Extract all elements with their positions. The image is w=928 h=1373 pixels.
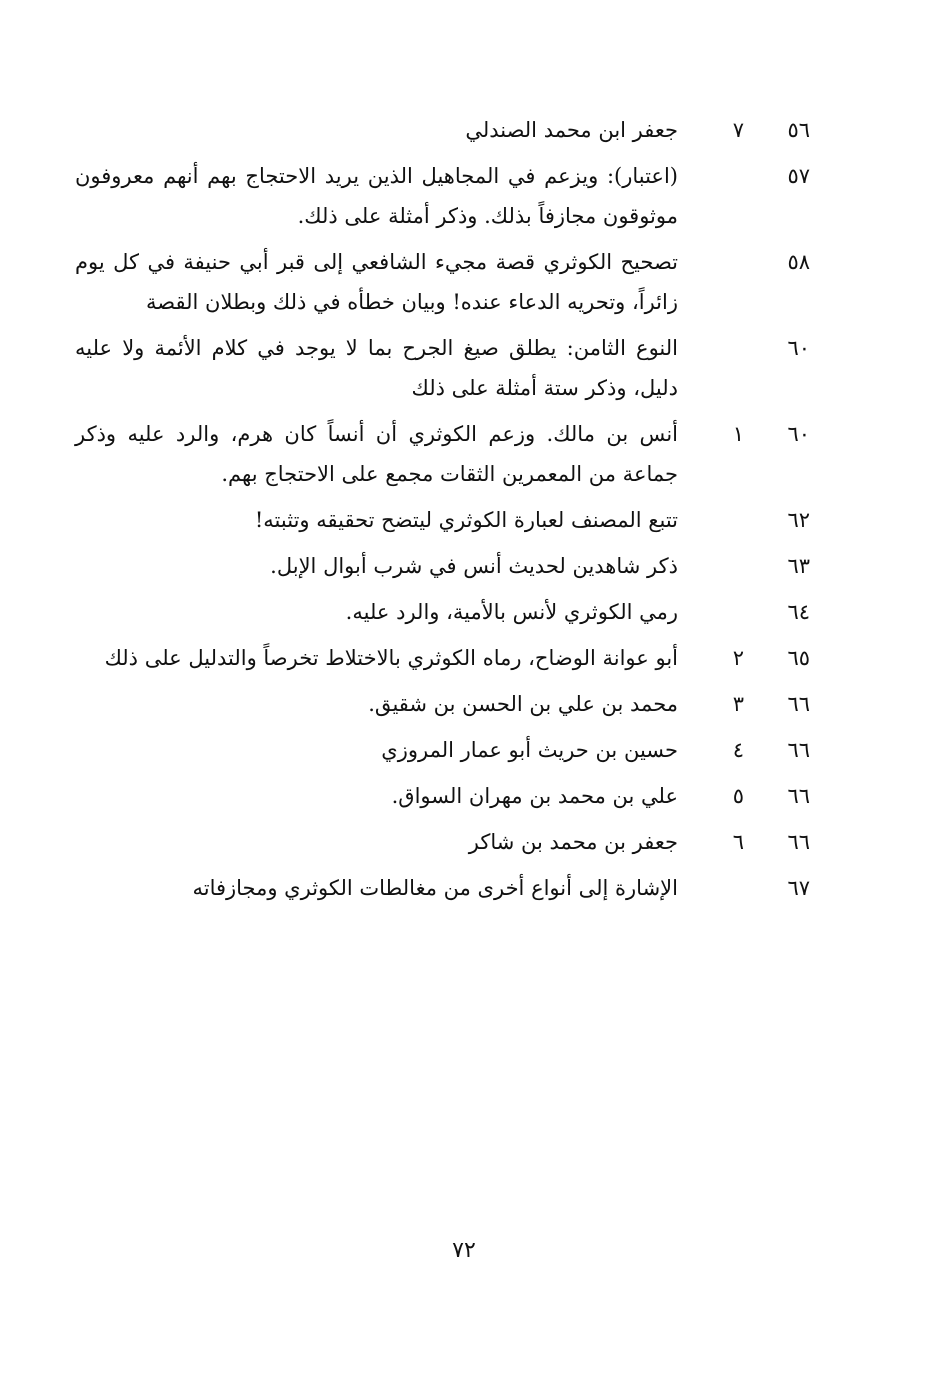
entry-text: (اعتبار): ويزعم في المجاهيل الذين يريد الاحتجاج بهم أنهم معروفون موثوقون مجازفاً بذلك. وذكر أمثلة على ذلك. xyxy=(75,164,678,228)
entry-page-ref: ٥٧ xyxy=(787,164,810,188)
entry-number: ١ xyxy=(732,422,744,446)
entry-page-ref: ٥٦ xyxy=(787,118,810,142)
entry-text: جعفر بن محمد بن شاكر xyxy=(468,830,678,854)
index-entry xyxy=(75,546,810,586)
index-entry xyxy=(75,592,810,632)
entry-page-ref: ٦٣ xyxy=(787,554,810,578)
entry-page-ref: ٦٧ xyxy=(787,876,810,900)
entry-page-ref: ٦٦ xyxy=(787,830,810,854)
entry-text: الإشارة إلى أنواع أخرى من مغالطات الكوثري ومجازفاته xyxy=(192,876,678,900)
index-entry xyxy=(75,500,810,540)
index-entry xyxy=(75,328,810,408)
entry-text: رمي الكوثري لأنس بالأمية، والرد عليه. xyxy=(345,600,678,624)
entry-number: ٧ xyxy=(732,118,744,142)
index-entry xyxy=(75,638,810,678)
entry-page-ref: ٦٠ xyxy=(787,422,810,446)
entry-text: أبو عوانة الوضاح، رماه الكوثري بالاختلاط تخرصاً والتدليل على ذلك xyxy=(104,646,678,670)
index-entry xyxy=(75,776,810,816)
entry-page-ref: ٦٦ xyxy=(787,692,810,716)
entry-page-ref: ٦٦ xyxy=(787,738,810,762)
entry-page-ref: ٦٢ xyxy=(787,508,810,532)
entry-text: محمد بن علي بن الحسن بن شقيق. xyxy=(368,692,678,716)
entry-number: ٤ xyxy=(732,738,744,762)
entry-text: النوع الثامن: يطلق صيغ الجرح بما لا يوجد في كلام الأئمة ولا عليه دليل، وذكر ستة أمثلة على ذلك xyxy=(75,336,678,400)
index-entry xyxy=(75,730,810,770)
entry-text: حسين بن حريث أبو عمار المروزي xyxy=(381,738,678,762)
entry-text: علي بن محمد بن مهران السواق. xyxy=(391,784,678,808)
index-list xyxy=(75,110,810,914)
entry-number: ٣ xyxy=(732,692,744,716)
entry-text: ذكر شاهدين لحديث أنس في شرب أبوال الإبل. xyxy=(270,554,678,578)
entry-number: ٢ xyxy=(732,646,744,670)
entry-page-ref: ٥٨ xyxy=(787,250,810,274)
page-number: ٧٢ xyxy=(452,1238,476,1263)
entry-text: تتبع المصنف لعبارة الكوثري ليتضح تحقيقه وتثبته! xyxy=(254,508,678,532)
index-entry xyxy=(75,684,810,724)
entry-page-ref: ٦٥ xyxy=(787,646,810,670)
index-entry xyxy=(75,822,810,862)
index-entry xyxy=(75,156,810,236)
entry-text: تصحيح الكوثري قصة مجيء الشافعي إلى قبر أبي حنيفة في كل يوم زائراً، وتحريه الدعاء عنده! وبيان خطأه في ذلك وبطلان القصة xyxy=(75,250,678,314)
entry-page-ref: ٦٠ xyxy=(787,336,810,360)
entry-text: أنس بن مالك. وزعم الكوثري أن أنساً كان هرم، والرد عليه وذكر جماعة من المعمرين الثقات مجمع على الاحتجاج بهم. xyxy=(75,422,678,486)
entry-text: جعفر ابن محمد الصندلي xyxy=(465,118,678,142)
entry-page-ref: ٦٤ xyxy=(787,600,810,624)
index-entry xyxy=(75,242,810,322)
entry-number: ٦ xyxy=(732,830,744,854)
index-entry xyxy=(75,868,810,908)
index-entry xyxy=(75,110,810,150)
index-entry xyxy=(75,414,810,494)
entry-page-ref: ٦٦ xyxy=(787,784,810,808)
entry-number: ٥ xyxy=(732,784,744,808)
